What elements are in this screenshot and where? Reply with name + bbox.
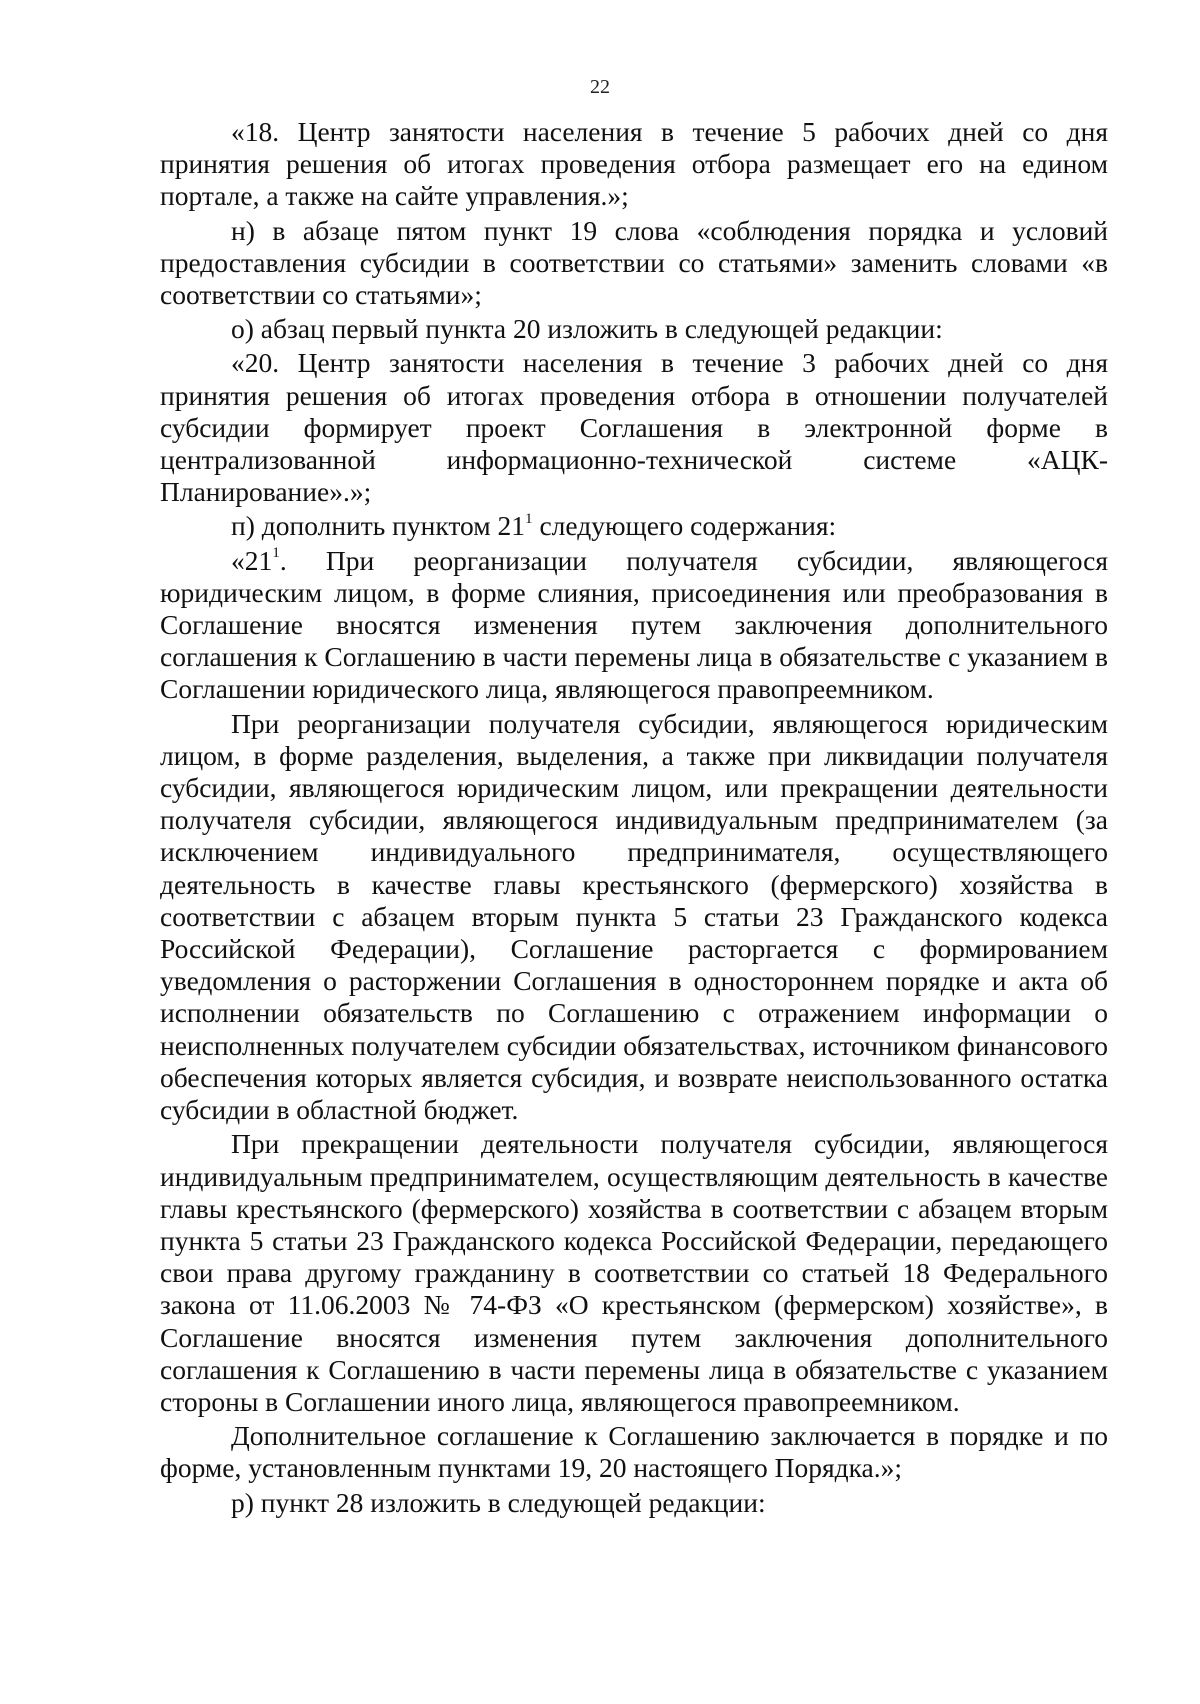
paragraph-item-18: «18. Центр занятости населения в течение 5 рабочих дней со дня принятия решения об итогах проведения отбора размещает его на едином портале, а также на сайте управления.»; (160, 116, 1108, 212)
superscript-number: 1 (525, 511, 533, 528)
paragraph-amendment-p (160, 510, 1108, 542)
paragraph-item-20: «20. Центр занятости населения в течение 3 рабочих дней со дня принятия решения об итогах проведения отбора в отношении получателей субсидии формирует проект Соглашения в электронной форме в централизованной информационно-технической системе «АЦК-Планирование».»; (160, 347, 1108, 508)
document-body (160, 116, 1108, 1519)
paragraph-item-21-1 (160, 545, 1108, 706)
paragraph-reorganization-division: При реорганизации получателя субсидии, являющегося юридическим лицом, в форме разделения, выделения, а также при ликвидации получателя субсидии, являющегося юридическим лицом, или прекращении деятельности получателя субсидии, являющегося индивидуальным предпринимателем (за исключением индивидуального предпринимателя, осуществляющего деятельность в качестве главы крестьянского (фермерского) хозяйства в соответствии с абзацем вторым пункта 5 статьи 23 Гражданского кодекса Российской Федерации), Соглашение расторгается с формированием уведомления о расторжении Соглашения в одностороннем порядке и акта об исполнении обязательств по Соглашению с отражением информации о неисполненных получателем субсидии обязательствах, источником финансового обеспечения которых является субсидия, и возврате неиспользованного остатка субсидии в областной бюджет. (160, 707, 1108, 1126)
page-number: 22 (590, 76, 610, 98)
paragraph-amendment-r: р) пункт 28 изложить в следующей редакции: (231, 1486, 766, 1518)
paragraph-text-part: . При реорганизации получателя субсидии, являющегося юридическим лицом, в форме слияния, присоединения или преобразования в Соглашение вносятся изменения путем заключения дополнительного соглашения к Соглашению в части перемены лица в обязательстве с указанием в Соглашении юридического лица, являющегося правопреемником. (160, 544, 1108, 705)
paragraph-amendment-n: н) в абзаце пятом пункт 19 слова «соблюдения порядка и условий предоставления субсидии в соответствии со статьями» заменить словами «в соответствии со статьями»; (160, 214, 1108, 311)
paragraph-text-part: п) дополнить пунктом 21 (231, 510, 526, 542)
paragraph-text-part: следующего содержания: (532, 510, 837, 542)
paragraph-text-part: «21 (231, 544, 273, 576)
paragraph-amendment-o: о) абзац первый пункта 20 изложить в следующей редакции: (231, 313, 943, 345)
superscript-number: 1 (272, 545, 280, 562)
paragraph-termination-farmer: При прекращении деятельности получателя субсидии, являющегося индивидуальным предпринимателем, осуществляющим деятельность в качестве главы крестьянского (фермерского) хозяйства в соответствии с абзацем вторым пункта 5 статьи 23 Гражданского кодекса Российской Федерации, передающего свои права другому гражданину в соответствии со статьей 18 Федерального закона от 11.06.2003 № 74-ФЗ «О крестьянском (фермерском) хозяйстве», в Соглашение вносятся изменения путем заключения дополнительного соглашения к Соглашению в части перемены лица в обязательстве с указанием стороны в Соглашении иного лица, являющегося правопреемником. (160, 1128, 1108, 1417)
paragraph-additional-agreement: Дополнительное соглашение к Соглашению заключается в порядке и по форме, установленным пунктами 19, 20 настоящего Порядка.»; (160, 1420, 1108, 1484)
